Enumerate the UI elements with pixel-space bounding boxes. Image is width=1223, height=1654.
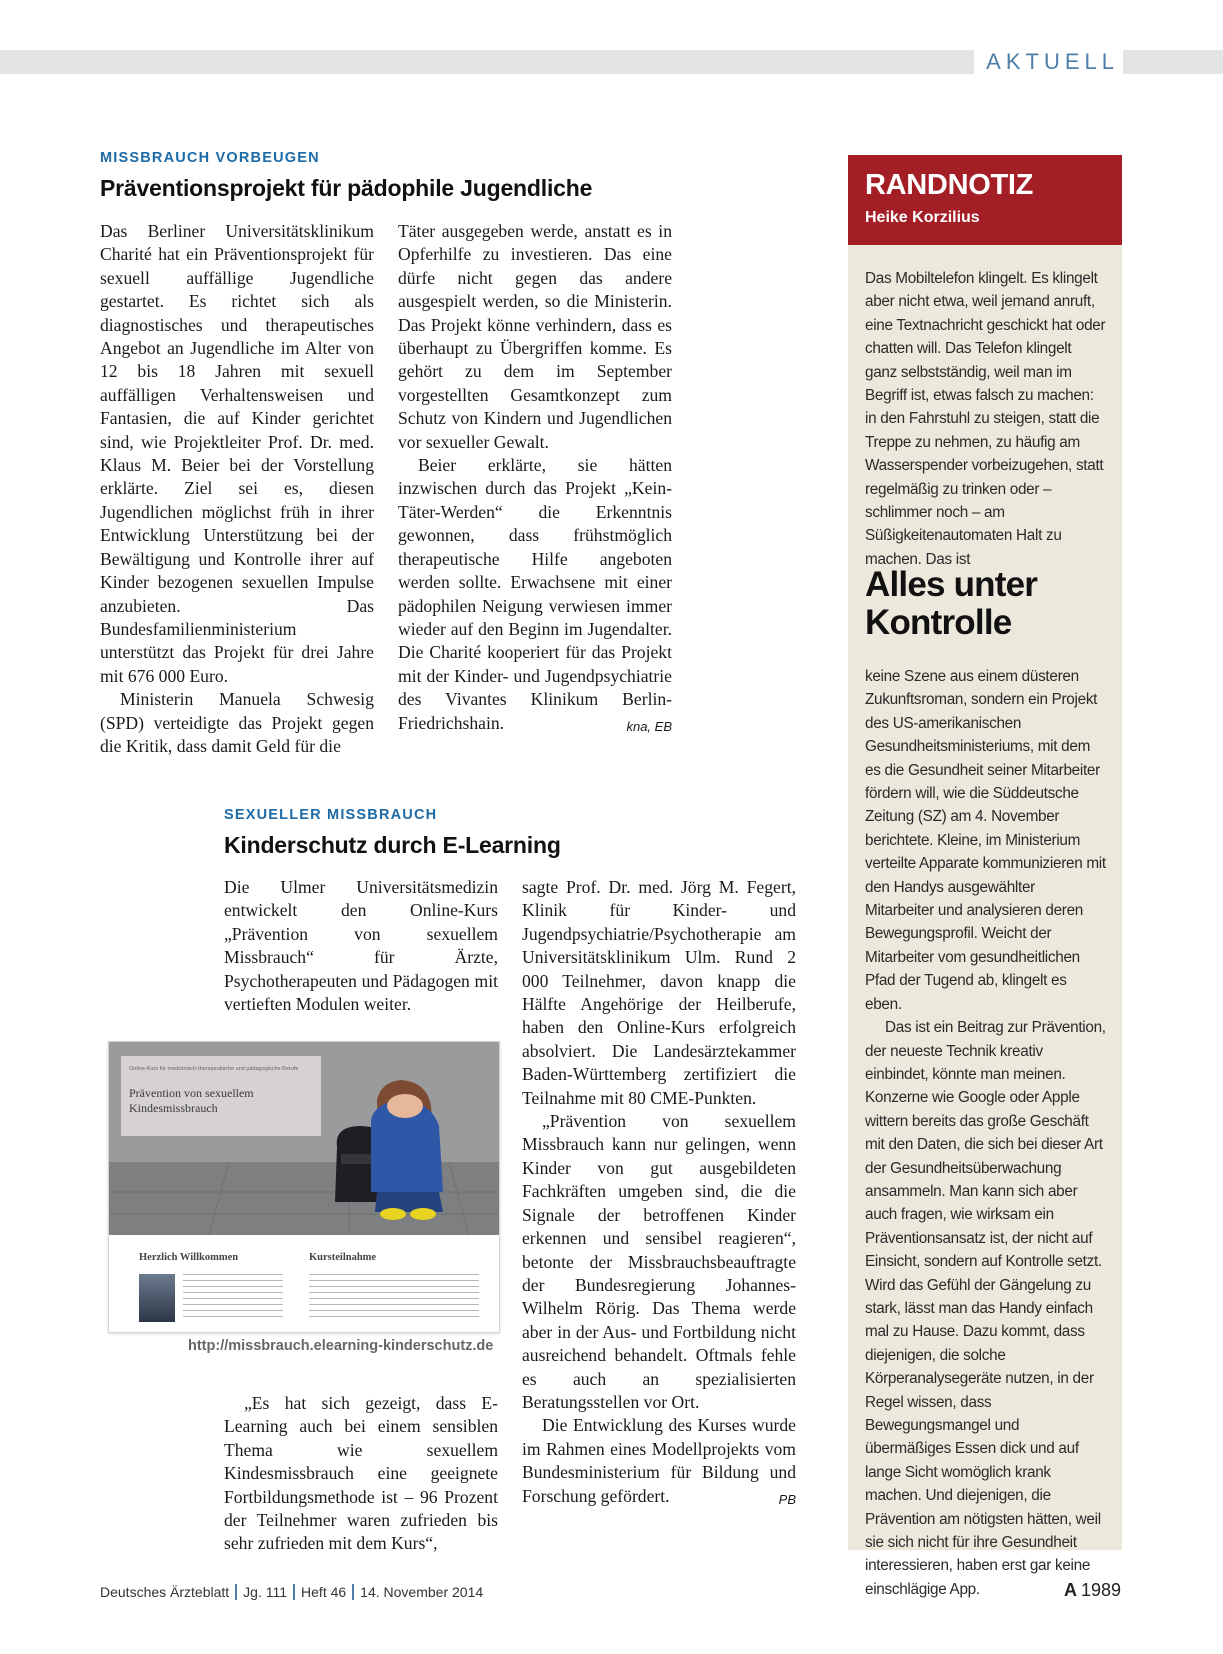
- article1-title: Präventionsprojekt für pädophile Jugendliche: [100, 175, 593, 201]
- photo-child-sitting: [109, 1042, 499, 1235]
- paragraph: Die Ulmer Universitätsmedizin entwickelt den Online-Kurs „Prävention von sexuellem Missbrauch“ für Ärzte, Psychotherapeuten und Pädagogen mit vertieften Modulen weiter.: [224, 877, 498, 1015]
- banner-title: Prävention von sexuellem Kindesmissbrauch: [129, 1086, 254, 1115]
- article2-title: Kinderschutz durch E-Learning: [224, 832, 561, 858]
- paragraph-text: Beier erklärte, sie hätten inzwischen durch das Projekt „Kein-Täter-Werden“ die Erkenntnis gewonnen, dass frühstmöglich therapeutische Hilfe angeboten werden sollte. Erwachsene mit einer pädophilen Neigung verwiesen immer wieder auf den Beginn im Jugendalter. Die Charité kooperiert für das Projekt mit der Kinder- und Jugendpsychiatrie des Vivantes Klinikum Berlin-Friedrichshain.: [398, 455, 672, 733]
- article2-kicker: SEXUELLER MISSBRAUCH: [224, 807, 438, 823]
- welcome-heading: Herzlich Willkommen: [139, 1252, 239, 1263]
- footer-separator: [293, 1584, 295, 1600]
- page-number: [1064, 1580, 1121, 1601]
- paragraph: „Prävention von sexuellem Missbrauch kann nur gelingen, wenn Kinder von gut ausgebildeten Fachkräften umgeben sind, die die Signale der betroffenen Kinder erkennen und sensibel reagieren“, betonte der Missbrauchsbeauftragte der Bundesregierung Johannes-Wilhelm Rörig. Das Thema werde aber in der Aus- und Fortbildung nicht ausreichend behandelt. Oftmals fehle es auch an spezialisierten Beratungsstellen vor Ort.: [522, 1111, 796, 1412]
- sidebar-text-bottom: [865, 665, 1107, 1601]
- article2-author: PB: [778, 1491, 796, 1507]
- figure-caption-url: http://missbrauch.elearning-kinderschutz.de: [188, 1338, 494, 1354]
- footer-separator: [352, 1584, 354, 1600]
- sidebar-text-top: [865, 267, 1107, 571]
- journal-date: 14. November 2014: [360, 1584, 484, 1600]
- paragraph: [398, 454, 672, 735]
- page-footer: [100, 1584, 483, 1600]
- page-number-value: 1989: [1080, 1580, 1121, 1600]
- journal-name: Deutsches Ärzteblatt: [100, 1584, 230, 1600]
- article1-kicker: MISSBRAUCH VORBEUGEN: [100, 150, 320, 166]
- article2-intro: [224, 876, 498, 1016]
- portrait-photo: [139, 1274, 175, 1322]
- paragraph: [522, 1414, 796, 1508]
- article2-column-1-continued: [224, 1392, 498, 1556]
- course-heading: Kursteilnahme: [309, 1252, 377, 1263]
- banner-subtitle: Online-Kurs für medizinisch-therapeutische und pädagogische Berufe: [129, 1066, 299, 1072]
- paragraph-text: Die Entwicklung des Kurses wurde im Rahmen eines Modellprojekts vom Bundesministerium für Bildung und Forschung gefördert.: [522, 1415, 796, 1506]
- journal-issue: Heft 46: [301, 1584, 347, 1600]
- section-label: AKTUELL: [974, 48, 1123, 76]
- elearning-screenshot-image: [108, 1041, 500, 1333]
- paragraph: Täter ausgegeben werde, anstatt es in Opferhilfe zu investieren. Das eine dürfe nicht gegen das andere ausgespielt werden, so die Ministerin. Das Projekt könne verhindern, dass es überhaupt zu Übergriffen komme. Es gehört zu dem im September vorgestellten Gesamtkonzept zum Schutz von Kindern und Jugendlichen vor sexueller Gewalt.: [398, 221, 672, 452]
- page-prefix: A: [1063, 1580, 1077, 1600]
- paragraph: sagte Prof. Dr. med. Jörg M. Fegert, Klinik für Kinder- und Jugendpsychiatrie/Psychotherapie am Universitätsklinikum Ulm. Rund 2 000 Teilnehmer, davon knapp die Hälfte Angehörige der Heilberufe, haben den Online-Kurs erfolgreich absolviert. Die Landesärztekammer Baden-Württemberg zertifiziert die Teilnahme mit 80 CME-Punkten.: [522, 877, 796, 1108]
- article1-author: kna, EB: [626, 718, 672, 734]
- footer-separator: [235, 1584, 237, 1600]
- sidebar-header: [848, 155, 1122, 245]
- paragraph: Das Berliner Universitätsklinikum Charité hat ein Präventionsprojekt für sexuell auffällige Jugendliche gestartet. Es richtet sich als diagnostisches und therapeutisches Angebot an Jugendliche im Alter von 12 bis 18 Jahren mit sexuell auffälligen Verhaltensweisen und Fantasien, die auf Kinder gerichtet sind, wie Projektleiter Prof. Dr. med. Klaus M. Beier bei der Vorstellung erklärte. Ziel sei es, diesen Jugendlichen möglichst früh in ihrer Entwicklung Unterstützung bei der Bewältigung und Kontrolle ihrer auf Kinder bezogenen sexuellen Impulse anzubieten. Das Bundesfamilienministerium unterstützt das Projekt für drei Jahre mit 676 000 Euro.: [100, 221, 374, 686]
- article2-column-2: [522, 876, 796, 1511]
- paragraph: Ministerin Manuela Schwesig (SPD) verteidigte das Projekt gegen die Kritik, dass damit Geld für die: [100, 689, 374, 756]
- sidebar-title: RANDNOTIZ: [865, 169, 1034, 201]
- paragraph: keine Szene aus einem düsteren Zukunftsroman, sondern ein Projekt des US-amerikanischen Gesundheitsministeriums, mit dem es die Gesundheit seiner Mitarbeiter fördern will, wie die Süddeutsche Zeitung (SZ) am 4. November berichtete. Kleine, im Ministerium verteilte Apparate kommunizieren mit den Handys ausgewählter Mitarbeiter und analysieren deren Bewegungsprofil. Weicht der Mitarbeiter vom gesundheitlichen Pfad der Tugend ab, klingelt es eben.: [865, 668, 1106, 1013]
- course-fine-text: [309, 1274, 479, 1322]
- paragraph: Das Mobiltelefon klingelt. Es klingelt aber nicht etwa, weil jemand anruft, eine Textnachricht geschickt hat oder chatten will. Das Telefon klingelt ganz selbstständig, weil man im Begriff ist, etwas falsch zu machen: in den Fahrstuhl zu steigen, statt die Treppe zu nehmen, zu häufig am Wasserspender vorbeizugehen, statt regelmäßig zu trinken oder – schlimmer noch – am Süßigkeitenautomaten Halt zu machen. Das ist: [865, 270, 1106, 568]
- article1-column-2: [398, 220, 672, 738]
- paragraph: Das ist ein Beitrag zur Prävention, der neueste Technik kreativ einbindet, könnte man meinen. Konzerne wie Google oder Apple wittern bereits das große Geschäft mit den Daten, die sich bei dieser Art der Gesundheitsüberwachung ansammeln. Man kann sich aber auch fragen, wie wirksam ein Präventionsansatz ist, der nicht auf Einsicht, sondern auf Kontrolle setzt. Wird das Gefühl der Gängelung zu stark, lässt man das Handy einfach mal zu Hause. Dazu kommt, dass diejenigen, die solche Körperanalysegeräte nutzen, in der Regel wissen, dass Bewegungsmangel und übermäßiges Essen dick und auf lange Sicht womöglich krank machen. Und diejenigen, die Prävention am nötigsten hätten, weil sie sich nicht für ihre Gesundheit interessieren, haben erst gar keine einschlägige App.: [865, 1019, 1106, 1598]
- article1-column-1: [100, 220, 374, 758]
- sidebar-author: Heike Korzilius: [865, 209, 980, 226]
- journal-volume: Jg. 111: [243, 1584, 288, 1600]
- paragraph: „Es hat sich gezeigt, dass E-Learning auch bei einem sensiblen Thema wie sexuellem Kindesmissbrauch eine geeignete Fortbildungsmethode ist – 96 Prozent der Teilnehmer waren zufrieden bis sehr zufrieden mit dem Kurs“,: [224, 1393, 498, 1554]
- sidebar-headline: Alles unter Kontrolle: [865, 565, 1038, 642]
- welcome-fine-text: [183, 1274, 283, 1322]
